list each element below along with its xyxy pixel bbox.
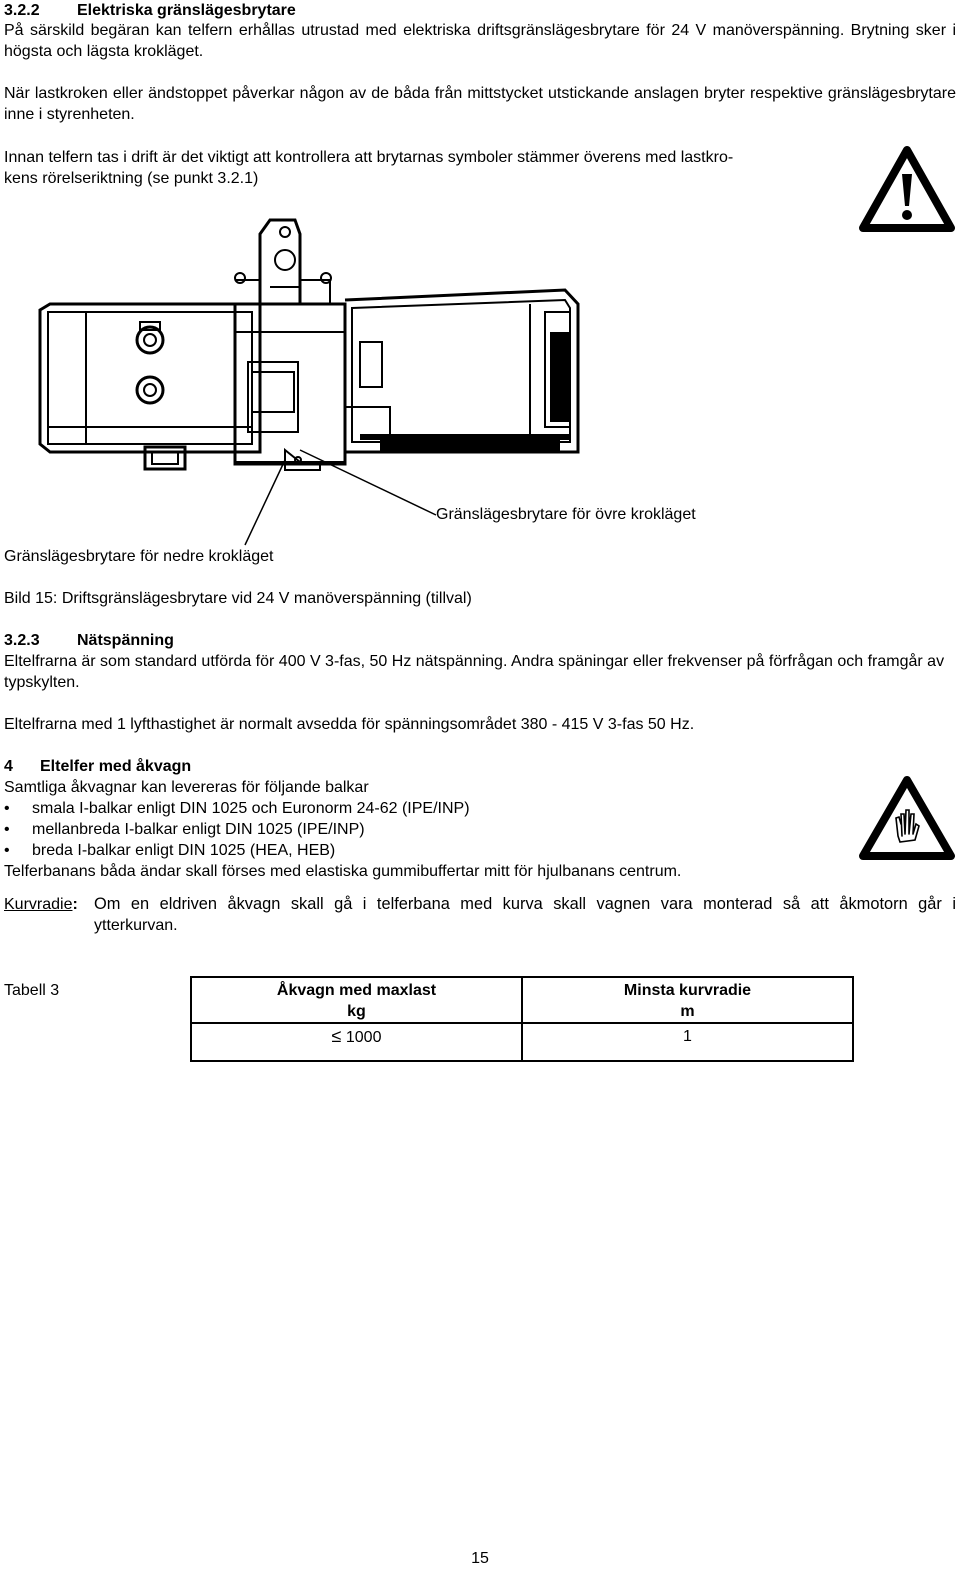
warning-hand-icon (858, 774, 956, 862)
heading-number: 4 (4, 758, 13, 775)
table-header-cell (522, 977, 853, 1023)
table-header-cell (191, 977, 522, 1023)
heading-title: Elektriska gränslägesbrytare (77, 2, 296, 19)
paragraph-3-2-2-1: På särskild begäran kan telfern erhållas utrustad med elektriska driftsgränslägesbrytare för 24 V manöverspänning. Brytning sker i högsta och lägsta krokläget. (4, 22, 956, 60)
figure-caption: Bild 15: Driftsgränslägesbrytare vid 24 V manöverspänning (tillval) (4, 590, 472, 607)
paragraph-line: kens rörelseriktning (se punkt 3.2.1) (4, 170, 259, 187)
beam-list (4, 798, 824, 861)
kurvradie-text (94, 894, 956, 936)
heading-number: 3.2.2 (4, 2, 40, 19)
table-row (191, 1023, 853, 1061)
section-4-after: Telferbanans båda ändar skall förses med elastiska gummibuffertar mitt för hjulbanans centrum. (4, 863, 682, 880)
less-equal-symbol: ≤ (331, 1026, 342, 1046)
table-cell (522, 1023, 853, 1061)
table-label: Tabell 3 (4, 982, 60, 999)
table-3 (190, 976, 854, 1062)
heading-title: Nätspänning (77, 632, 174, 649)
kurvradie-term (4, 894, 78, 915)
list-item: • breda I-balkar enligt DIN 1025 (HEA, HEB) (4, 840, 824, 861)
kurvradie-label: Kurvradie (4, 896, 73, 913)
list-item: • smala I-balkar enligt DIN 1025 och Euronorm 24-62 (IPE/INP) (4, 798, 824, 819)
table-cell (191, 1023, 522, 1061)
kurvradie-line: Om en eldriven åkvagn skall gå i telferbana med kurva skall vagnen vara monterad så att åkmotorn går i (94, 895, 956, 913)
heading-3-2-3 (4, 630, 956, 651)
page-number: 15 (471, 1550, 489, 1567)
section-4-intro: Samtliga åkvagnar kan levereras för följande balkar (4, 779, 369, 796)
table-header-row (191, 977, 853, 1023)
max-load-value: 1000 (345, 1029, 382, 1046)
header-line: Minsta kurvradie (623, 982, 752, 999)
list-item: • mellanbreda I-balkar enligt DIN 1025 (IPE/INP) (4, 819, 824, 840)
heading-title: Eltelfer med åkvagn (40, 758, 192, 775)
paragraph-line: Innan telfern tas i drift är det viktigt att kontrollera att brytarnas symboler stämmer överens med lastkro- (4, 149, 734, 166)
paragraph-3-2-3-2: Eltelfrarna med 1 lyfthastighet är normalt avsedda för spänningsområdet 380 - 415 V 3-fas 50 Hz. (4, 716, 695, 733)
header-line: Åkvagn med maxlast (276, 982, 437, 999)
header-line: m (680, 1003, 695, 1020)
kurvradie-line: ytterkurvan. (94, 917, 178, 934)
paragraph-3-2-3-1: Eltelfrarna är som standard utförda för 400 V 3-fas, 50 Hz nätspänning. Andra späningar eller frekvenser på förfrågan och framgår av typskylten. (4, 653, 945, 691)
min-radius-value: 1 (683, 1028, 692, 1045)
heading-number: 3.2.3 (4, 632, 40, 649)
paragraph-3-2-2-2: När lastkroken eller ändstoppet påverkar någon av de båda från mittstycket utstickande anslagen bryter respektive gränslägesbrytare inne i styrenheten. (4, 85, 956, 123)
label-upper-switch: Gränslägesbrytare för övre krokläget (436, 506, 696, 523)
header-line: kg (347, 1003, 366, 1020)
kurvradie-colon: : (72, 896, 78, 913)
leader-lines (0, 0, 960, 560)
label-lower-switch: Gränslägesbrytare för nedre krokläget (4, 548, 274, 565)
heading-4 (4, 756, 956, 777)
